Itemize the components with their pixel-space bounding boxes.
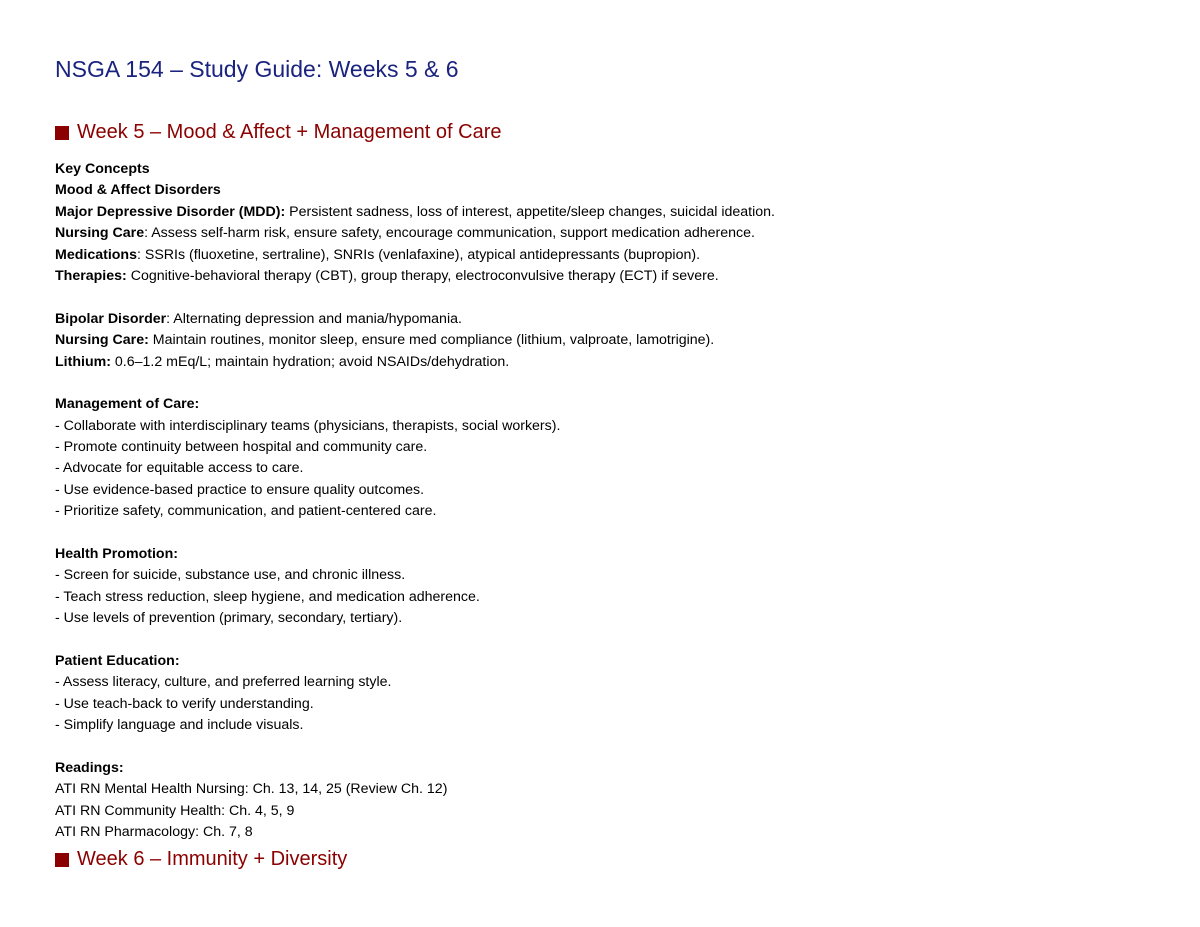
health-promotion-heading: Health Promotion: [55,546,178,563]
readings-heading: Readings: [55,759,124,776]
reading-item: ATI RN Mental Health Nursing: Ch. 13, 14, 25 (Review Ch. 12) [55,781,448,798]
list-item: - Promote continuity between hospital and community care. [55,439,428,456]
square-bullet-icon [55,126,69,140]
spacer [55,630,775,651]
week-5-content [55,159,775,844]
week-5-heading-text: Week 5 – Mood & Affect + Management of Care [77,121,502,143]
reading-item: ATI RN Pharmacology: Ch. 7, 8 [55,824,253,841]
patient-education-heading: Patient Education: [55,652,180,669]
spacer [55,737,775,758]
spacer [55,523,775,544]
week-5-heading [55,121,502,144]
week-6-heading-text: Week 6 – Immunity + Diversity [77,848,348,870]
mood-affect-heading: Mood & Affect Disorders [55,182,221,199]
bipolar-nursing-line: Nursing Care: Maintain routines, monitor sleep, ensure med compliance (lithium, valproate, lamotrigine). [55,332,715,349]
key-concepts-heading: Key Concepts [55,161,150,177]
list-item: - Prioritize safety, communication, and patient-centered care. [55,503,437,520]
spacer [55,373,775,394]
week-6-heading [55,848,347,871]
mdd-therapies-line: Therapies: Cognitive-behavioral therapy (CBT), group therapy, electroconvulsive therapy (ECT) if severe. [55,267,719,284]
lithium-line: Lithium: 0.6–1.2 mEq/L; maintain hydration; avoid NSAIDs/dehydration. [55,353,510,370]
list-item: - Advocate for equitable access to care. [55,460,304,477]
list-item: - Use levels of prevention (primary, secondary, tertiary). [55,610,403,627]
mdd-line: Major Depressive Disorder (MDD): Persistent sadness, loss of interest, appetite/sleep changes, suicidal ideation. [55,203,775,220]
list-item: - Use teach-back to verify understanding. [55,695,314,712]
list-item: - Use evidence-based practice to ensure quality outcomes. [55,481,425,498]
list-item: - Collaborate with interdisciplinary teams (physicians, therapists, social workers). [55,417,561,434]
reading-item: ATI RN Community Health: Ch. 4, 5, 9 [55,802,295,819]
mdd-medications-line: Medications: SSRIs (fluoxetine, sertraline), SNRIs (venlafaxine), atypical antidepressants (bupropion). [55,246,701,263]
spacer [55,287,775,308]
list-item: - Simplify language and include visuals. [55,717,304,734]
page-title: NSGA 154 – Study Guide: Weeks 5 & 6 [55,56,459,82]
square-bullet-icon [55,853,69,867]
list-item: - Assess literacy, culture, and preferred learning style. [55,674,392,691]
management-heading: Management of Care: [55,396,200,413]
list-item: - Teach stress reduction, sleep hygiene, and medication adherence. [55,588,480,605]
mdd-nursing-line: Nursing Care: Assess self-harm risk, ensure safety, encourage communication, support medication adherence. [55,225,755,242]
list-item: - Screen for suicide, substance use, and chronic illness. [55,567,406,584]
bipolar-line: Bipolar Disorder: Alternating depression and mania/hypomania. [55,310,462,327]
